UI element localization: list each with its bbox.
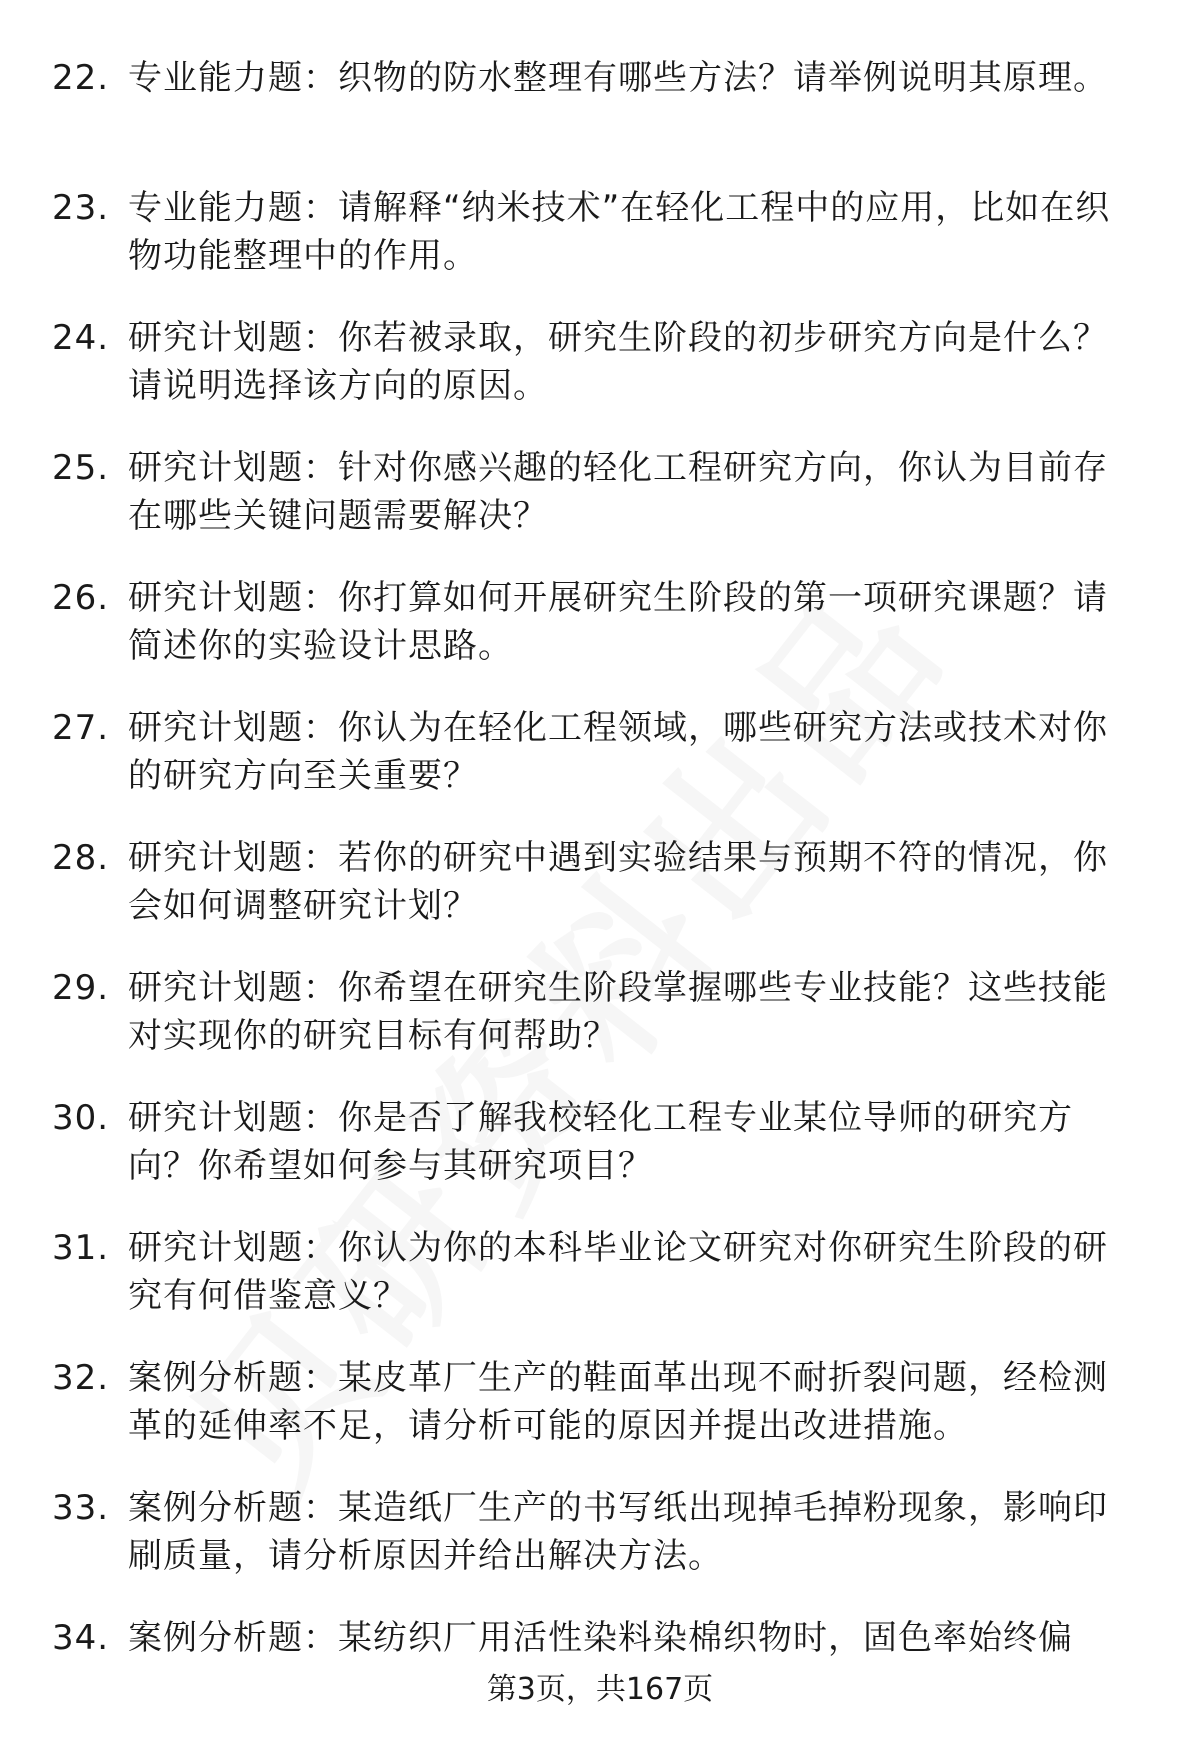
question-number: 28. xyxy=(52,838,110,878)
question-number: 31. xyxy=(52,1228,110,1268)
question-text: 研究计划题：你认为在轻化工程领域，哪些研究方法或技术对你的研究方向至关重要？ xyxy=(128,708,1108,796)
question-text: 专业能力题：织物的防水整理有哪些方法？请举例说明其原理。 xyxy=(128,58,1108,98)
question-item xyxy=(0,1484,1200,1614)
question-number: 29. xyxy=(52,968,110,1008)
question-text: 研究计划题：针对你感兴趣的轻化工程研究方向，你认为目前存在哪些关键问题需要解决？ xyxy=(128,448,1108,536)
question-item xyxy=(0,54,1200,184)
question-item xyxy=(0,574,1200,704)
question-number: 22. xyxy=(52,58,110,98)
question-text: 研究计划题：你打算如何开展研究生阶段的第一项研究课题？请简述你的实验设计思路。 xyxy=(128,578,1108,666)
question-number: 24. xyxy=(52,318,110,358)
question-text: 专业能力题：请解释“纳米技术”在轻化工程中的应用，比如在织物功能整理中的作用。 xyxy=(128,188,1111,276)
question-item xyxy=(0,314,1200,444)
question-number: 25. xyxy=(52,448,110,488)
question-item xyxy=(0,1224,1200,1354)
question-text: 研究计划题：你若被录取，研究生阶段的初步研究方向是什么？请说明选择该方向的原因。 xyxy=(128,318,1108,406)
question-number: 27. xyxy=(52,708,110,748)
question-item xyxy=(0,834,1200,964)
question-item xyxy=(0,184,1200,314)
question-item xyxy=(0,444,1200,574)
question-item xyxy=(0,1094,1200,1224)
question-text: 研究计划题：你认为你的本科毕业论文研究对你研究生阶段的研究有何借鉴意义？ xyxy=(128,1228,1108,1316)
question-number: 30. xyxy=(52,1098,110,1138)
question-item xyxy=(0,704,1200,834)
question-number: 32. xyxy=(52,1358,110,1398)
page-number: 第3页，共167页 xyxy=(486,1672,714,1707)
question-text: 研究计划题：若你的研究中遇到实验结果与预期不符的情况，你会如何调整研究计划？ xyxy=(128,838,1108,926)
question-text: 案例分析题：某纺织厂用活性染料染棉织物时，固色率始终偏 xyxy=(128,1618,1073,1658)
question-item xyxy=(0,964,1200,1094)
question-text: 案例分析题：某皮革厂生产的鞋面革出现不耐折裂问题，经检测革的延伸率不足，请分析可能的原因并提出改进措施。 xyxy=(128,1358,1108,1446)
question-number: 33. xyxy=(52,1488,110,1528)
question-number: 34. xyxy=(52,1618,110,1658)
question-text: 案例分析题：某造纸厂生产的书写纸出现掉毛掉粉现象，影响印刷质量，请分析原因并给出解决方法。 xyxy=(128,1488,1108,1576)
question-text: 研究计划题：你希望在研究生阶段掌握哪些专业技能？这些技能对实现你的研究目标有何帮助？ xyxy=(128,968,1108,1056)
question-list xyxy=(0,54,1200,1744)
question-number: 23. xyxy=(52,188,110,228)
question-item xyxy=(0,1354,1200,1484)
question-number: 26. xyxy=(52,578,110,618)
question-text: 研究计划题：你是否了解我校轻化工程专业某位导师的研究方向？你希望如何参与其研究项目？ xyxy=(128,1098,1073,1186)
